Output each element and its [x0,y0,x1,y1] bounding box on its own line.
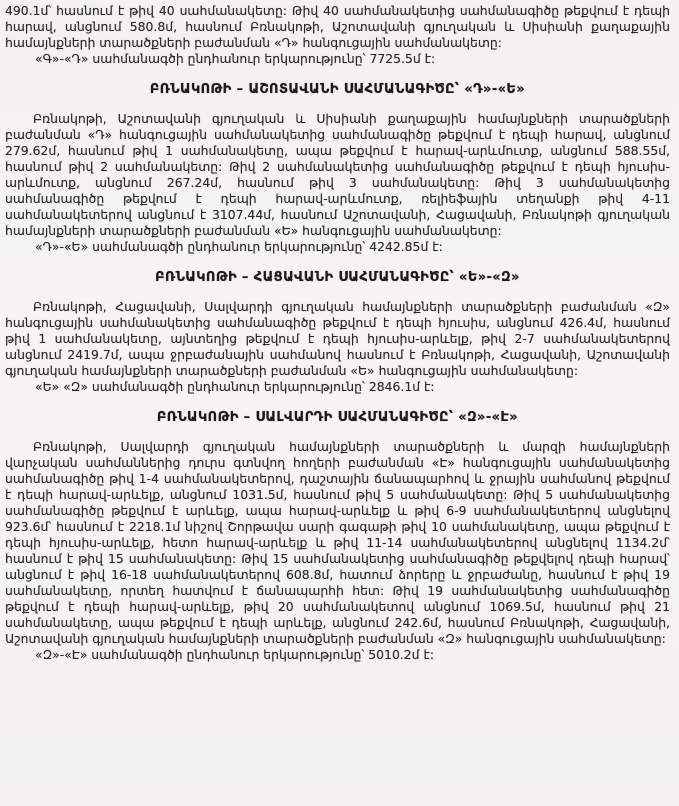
document-body [5,3,670,663]
section-heading: ԲՌՆԱԿՈԹԻ – ԱՇՈՏԱՎԱՆԻ ՍԱՀՄԱՆԱԳԻԾԸ՝ «Դ»-«Ե» [149,82,526,97]
segment-length-summary: «Ե» «Զ» սահմանագծի ընդհանուր երկարությունը՝ 2846.1մ է: [35,379,435,394]
section-heading: ԲՌՆԱԿՈԹԻ – ՀԱՑԱՎԱՆԻ ՍԱՀՄԱՆԱԳԻԾԸ՝ «Ե»-«Զ» [155,270,520,285]
body-paragraph: Բռնակոթի, Հացավանի, Սալվարդի գյուղական համայնքների տարածքների բաժանման «Զ» հանգուցային սահմանակետից սահմանագիծը թեքվում է դեպի հյուսիս, անցնում 426.4մ, հասնում թիվ 1 սահմանակետը, այնտեղից թեքվում է դեպի հյուսիս-արևելք, թիվ 2-7 սահմանակետերով անցնում 2419.7մ, ապա ջրբաժանային սահմանով հասնում է Բռնակոթի, Հացավանի, Աշոտավանի գյուղական համայնքների տարածքների բաժանման «Ե» հանգուցային սահմանակետը: [5,299,670,378]
body-paragraph: Բռնակոթի, Սալվարդի գյուղական համայնքների տարածքների և մարզի համայնքների վարչական սահմաններից դուրս գտնվող հողերի բաժանման «Է» հանգուցային սահմանակետից սահմանագիծը թիվ 1-4 սահմանակետերով, դաշտային ճանապարհով և ջրային սահմանով թեքվում է դեպի հարավ-արևելք, անցնում 1031.5մ, հասնում թիվ 5 սահմանակետը: Թիվ 5 սահմանակետից սահմանագիծը թեքվում է արևելք, ապա հարավ-արևելք և թիվ 6-9 սահմանակետերով անցնելով 923.6մ՝ հասնում է 2218.1մ նիշով Շորթավա սարի գագաթի թիվ 10 սահմանակետը, ապա թեքվում է դեպի հյուսիս-արևելք, հետո հարավ-արևելք և թիվ 11-14 սահմանակետերով անցնելով 1134.2մ՝ հասնում է թիվ 15 սահմանակետը: Թիվ 15 սահմանակետից սահմանագիծը թեքվելով դեպի հարավ՝ անցնում է թիվ 16-18 սահմանակետերով 608.8մ, հատում ձորերը և ջրբաժանը, հասնում է թիվ 19 սահմանակետը, որտեղ հատվում է ճանապարհի հետ: Թիվ 19 սահմանակետից սահմանագիծը թեքվում է դեպի հարավ-արևելք, թիվ 20 սահմանակետով անցնում 1069.5մ, հասնում թիվ 21 սահմանակետը, ապա թեքվում է դեպի արևելք, անցնում 242.6մ, հասնում Բռնակոթի, Հացավանի, Աշոտավանի գյուղական համայնքների տարածքների բաժանման «Զ» հանգուցային սահմանակետը: [5,439,670,646]
segment-length-summary: «Զ»-«Է» սահմանագծի ընդհանուր երկարությունը՝ 5010.2մ է: [35,647,434,662]
segment-length-summary: «Գ»-«Դ» սահմանագծի ընդհանուր երկարությունը՝ 7725.5մ է: [35,51,436,66]
body-paragraph: Բռնակոթի, Աշոտավանի գյուղական և Սիսիանի քաղաքային համայնքների տարածքների բաժանման «Դ» հանգուցային սահմանակետից սահմանագիծը թեքվում է դեպի հարավ, անցնում 279.62մ, հասնում թիվ 1 սահմանակետը, ապա թեքվում է հարավ-արևմուտք, անցնում 588.55մ, հասնում թիվ 2 սահմանակետը: Թիվ 2 սահմանակետից սահմանագիծը թեքվում է դեպի հյուսիս-արևմուտք, անցնում 267.24մ, հասնում թիվ 3 սահմանակետը: Թիվ 3 սահմանակետից սահմանագիծը թեքվում է դեպի հարավ-արևմուտք, ռելիեֆային տեղանքի թիվ 4-11 սահմանակետերով անցնում է 3107.44մ, հասնում Աշոտավանի, Հացավանի, Բռնակոթի գյուղական համայնքների տարածքների բաժանման «Ե» հանգուցային սահմանակետը: [5,111,670,238]
body-paragraph: 490.1մ՝ հասնում է թիվ 40 սահմանակետը: Թիվ 40 սահմանակետից սահմանագիծը թեքվում է դեպի հարավ, անցնում 580.8մ, հասնում Բռնակոթի, Աշոտավանի գյուղական և Սիսիանի քաղաքային համայնքների տարածքների բաժանման «Դ» հանգուցային սահմանակետը: [5,3,670,50]
section-heading: ԲՌՆԱԿՈԹԻ – ՍԱԼՎԱՐԴԻ ՍԱՀՄԱՆԱԳԻԾԸ՝ «Զ»-«Է» [156,410,519,425]
segment-length-summary: «Դ»-«Ե» սահմանագծի ընդհանուր երկարությունը՝ 4242.85մ է: [35,239,443,254]
